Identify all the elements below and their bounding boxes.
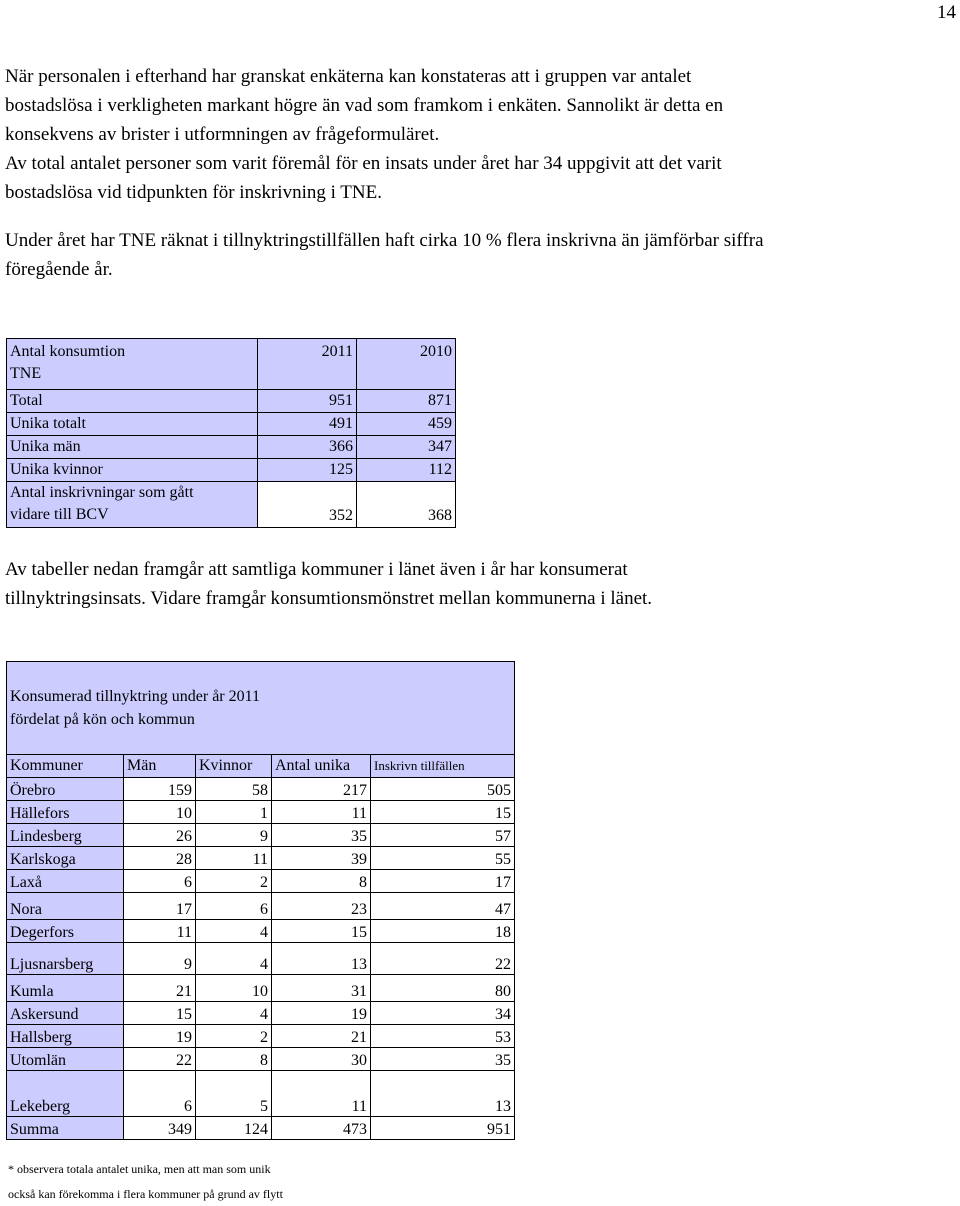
municipality-name: Laxå [7,870,124,893]
row-label-line: Antal inskrivningar som gått [10,484,194,501]
table-cell: 505 [371,778,515,801]
value-2011: 125 [258,459,357,482]
table-cell: 10 [124,801,196,824]
value-2010: 871 [357,390,456,413]
table-row [7,413,456,436]
table-title-line: fördelat på kön och kommun [10,710,195,728]
text-line: tillnyktringsinsats. Vidare framgår konsumtionsmönstret mellan kommunerna i länet. [5,588,653,609]
table-row [7,482,456,528]
row-label: Unika män [7,436,258,459]
table-title-row [7,662,515,755]
municipality-name: Lekeberg [7,1071,124,1117]
table-cell: 18 [371,920,515,943]
table-row [7,943,515,975]
table-cell: 11 [272,801,371,824]
table-cell: 15 [272,920,371,943]
paragraph-municipalities [5,555,955,613]
municipality-name: Lindesberg [7,824,124,847]
municipality-name: Karlskoga [7,847,124,870]
header-year-2010: 2010 [357,339,456,390]
table-cell: 35 [371,1048,515,1071]
text-line: konsekvens av brister i utformningen av frågeformuläret. [5,124,440,145]
table-row [7,1025,515,1048]
table-cell: 6 [124,870,196,893]
municipality-name: Askersund [7,1002,124,1025]
municipality-name: Utomlän [7,1048,124,1071]
footnote: också kan förekomma i flera kommuner på grund av flytt [8,1187,283,1201]
value-2011: 352 [258,482,357,528]
table-cell: 11 [196,847,272,870]
table-cell: 11 [124,920,196,943]
header-label-line: TNE [10,365,42,382]
table-row [7,1117,515,1140]
paragraph-increase [5,226,955,284]
value-2010: 112 [357,459,456,482]
text-line: föregående år. [5,259,113,280]
row-label: Total [7,390,258,413]
table-cell: 8 [196,1048,272,1071]
table-cell: 58 [196,778,272,801]
table-cell: 21 [272,1025,371,1048]
table-cell: 9 [196,824,272,847]
table-cell: 2 [196,1025,272,1048]
row-label: Unika totalt [7,413,258,436]
table-row [7,824,515,847]
table-cell: 11 [272,1071,371,1117]
table-cell: 15 [124,1002,196,1025]
column-header-row [7,755,515,778]
table-row [7,893,515,920]
table-cell: 951 [371,1117,515,1140]
municipality-name: Ljusnarsberg [7,943,124,975]
table-cell: 19 [272,1002,371,1025]
text-line: Under året har TNE räknat i tillnyktringstillfällen haft cirka 10 % flera inskrivna än jämförbar siffra [5,230,764,251]
table-row [7,778,515,801]
municipality-name: Kumla [7,975,124,1002]
table-cell: 17 [124,893,196,920]
table-cell: 124 [196,1117,272,1140]
table-cell: 13 [272,943,371,975]
municipality-table [6,661,515,1140]
paragraph-survey [5,62,955,207]
column-header: Kvinnor [196,755,272,778]
row-label: Unika kvinnor [7,459,258,482]
table-cell: 22 [371,943,515,975]
table-cell: 23 [272,893,371,920]
text-line: bostadslösa vid tidpunkten för inskrivning i TNE. [5,182,382,203]
table-cell: 21 [124,975,196,1002]
column-header: Män [124,755,196,778]
value-2011: 491 [258,413,357,436]
municipality-name: Summa [7,1117,124,1140]
table-row [7,390,456,413]
value-2010: 459 [357,413,456,436]
table-cell: 47 [371,893,515,920]
table-header-row [7,339,456,390]
municipality-name: Degerfors [7,920,124,943]
table-cell: 53 [371,1025,515,1048]
table-row [7,870,515,893]
table-cell: 35 [272,824,371,847]
table-cell: 55 [371,847,515,870]
table-cell: 473 [272,1117,371,1140]
municipality-name: Nora [7,893,124,920]
table-cell: 39 [272,847,371,870]
table-body [7,778,515,1140]
header-year-2011: 2011 [258,339,357,390]
footnote: * observera totala antalet unika, men att man som unik [8,1162,271,1176]
table-row [7,975,515,1002]
table-cell: 22 [124,1048,196,1071]
table-cell: 15 [371,801,515,824]
table-cell: 8 [272,870,371,893]
column-header: Inskrivn tillfällen [371,755,515,778]
table-title [7,662,515,755]
consumption-table [6,338,456,528]
municipality-name: Hällefors [7,801,124,824]
table-cell: 28 [124,847,196,870]
text-line: Av total antalet personer som varit föremål för en insats under året har 34 uppgivit att det varit [5,153,722,174]
table-cell: 349 [124,1117,196,1140]
table-cell: 4 [196,1002,272,1025]
table-cell: 57 [371,824,515,847]
table-cell: 4 [196,920,272,943]
table-cell: 9 [124,943,196,975]
table-row [7,1002,515,1025]
table-title-line: Konsumerad tillnyktring under år 2011 [10,687,261,705]
table-cell: 159 [124,778,196,801]
table-cell: 6 [124,1071,196,1117]
table-cell: 13 [371,1071,515,1117]
table-cell: 1 [196,801,272,824]
table-cell: 6 [196,893,272,920]
text-line: bostadslösa i verkligheten markant högre än vad som framkom i enkäten. Sannolikt är detta en [5,95,724,116]
table-cell: 26 [124,824,196,847]
column-header: Kommuner [7,755,124,778]
table-cell: 4 [196,943,272,975]
page-number: 14 [937,2,956,23]
value-2011: 366 [258,436,357,459]
table-row [7,1071,515,1117]
row-label-line: vidare till BCV [10,506,109,523]
table-cell: 2 [196,870,272,893]
table-row [7,801,515,824]
value-2010: 368 [357,482,456,528]
table-row [7,459,456,482]
table-cell: 34 [371,1002,515,1025]
text-line: När personalen i efterhand har granskat enkäterna kan konstateras att i gruppen var antalet [5,66,692,87]
value-2011: 951 [258,390,357,413]
table-cell: 5 [196,1071,272,1117]
table-cell: 30 [272,1048,371,1071]
column-header: Antal unika [272,755,371,778]
table-row [7,920,515,943]
header-label-cell [7,339,258,390]
table-cell: 10 [196,975,272,1002]
table-cell: 80 [371,975,515,1002]
row-label [7,482,258,528]
table-cell: 31 [272,975,371,1002]
municipality-name: Hallsberg [7,1025,124,1048]
table-row [7,436,456,459]
table-cell: 17 [371,870,515,893]
table-row [7,847,515,870]
header-label-line: Antal konsumtion [10,343,126,360]
table-row [7,1048,515,1071]
value-2010: 347 [357,436,456,459]
table-cell: 19 [124,1025,196,1048]
municipality-name: Örebro [7,778,124,801]
table-cell: 217 [272,778,371,801]
text-line: Av tabeller nedan framgår att samtliga kommuner i länet även i år har konsumerat [5,559,628,580]
